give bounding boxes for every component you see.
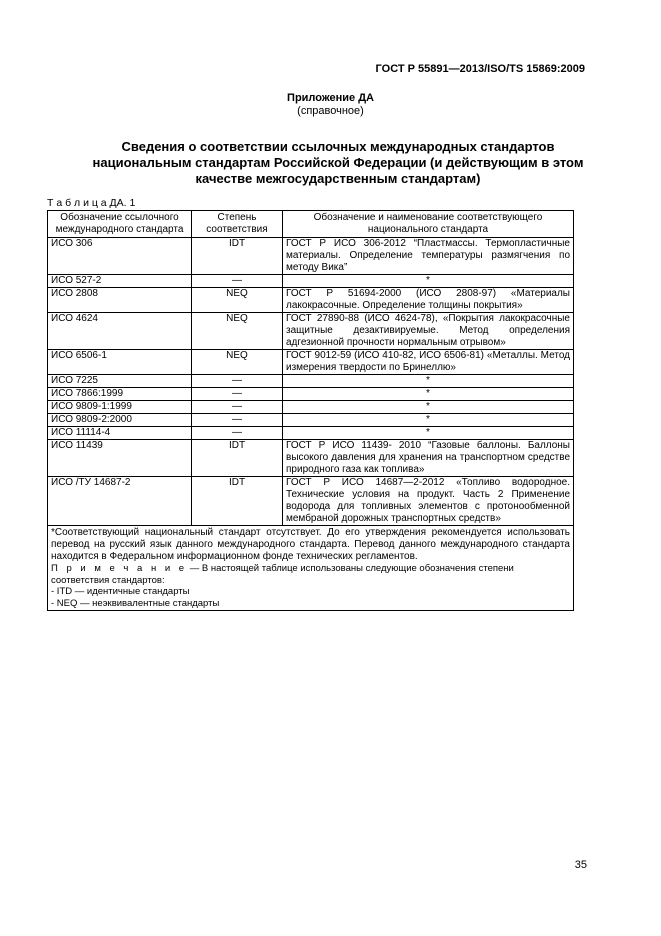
cell-degree: NEQ <box>192 313 283 350</box>
table-row <box>48 313 574 350</box>
cell-degree: — <box>192 275 283 288</box>
cell-code: ИСО 11114-4 <box>48 427 192 440</box>
cell-name: ГОСТ 9012-59 (ИСО 410-82, ИСО 6506-81) «Металлы. Метод измерения твердости по Бринеллю» <box>283 350 574 375</box>
cell-degree: — <box>192 388 283 401</box>
cell-name: ГОСТ 27890-88 (ИСО 4624-78), «Покрытия лакокрасочные защитные дезактивируемые. Метод определения адгезионной прочности нормальным отрывом» <box>283 313 574 350</box>
cell-code: ИСО 2808 <box>48 288 192 313</box>
cell-code: ИСО 6506-1 <box>48 350 192 375</box>
cell-degree: NEQ <box>192 350 283 375</box>
header-code: Обозначение ссылочного международного стандарта <box>48 211 192 238</box>
appendix-subtitle: (справочное) <box>297 105 364 117</box>
note-text: — В настоящей таблице использованы следующие обозначения степени соответствия стандартов: <box>51 563 514 586</box>
table-row <box>48 350 574 375</box>
cell-name: * <box>283 401 574 414</box>
cell-degree: IDT <box>192 477 283 526</box>
note-line <box>51 563 570 586</box>
cell-degree: — <box>192 375 283 388</box>
cell-name: ГОСТ Р 51694-2000 (ИСО 2808-97) «Материалы лакокрасочные. Определение толщины покрытия» <box>283 288 574 313</box>
cell-code: ИСО 9809-1:1999 <box>48 401 192 414</box>
note-item: - ITD — идентичные стандарты <box>51 586 190 597</box>
table-row <box>48 427 574 440</box>
table-row <box>48 414 574 427</box>
table-footnote <box>48 526 574 611</box>
document-title-line: национальным стандартам Российской Федерации (и действующим в этом <box>92 155 584 170</box>
document-title-line: Сведения о соответствии ссылочных международных стандартов <box>121 139 555 154</box>
cell-code: ИСО 527-2 <box>48 275 192 288</box>
document-title <box>45 139 631 187</box>
document-title-line: качестве межгосударственным стандартам) <box>195 171 481 186</box>
cell-code: ИСО 4624 <box>48 313 192 350</box>
cell-code: ИСО 9809-2:2000 <box>48 414 192 427</box>
cell-name: * <box>283 427 574 440</box>
cell-degree: IDT <box>192 440 283 477</box>
cell-code: ИСО 7225 <box>48 375 192 388</box>
cell-degree: NEQ <box>192 288 283 313</box>
table-row <box>48 275 574 288</box>
table-row <box>48 288 574 313</box>
table-row <box>48 401 574 414</box>
table-caption: Т а б л и ц а ДА. 1 <box>47 197 136 209</box>
footnote-text: *Соответствующий национальный стандарт отсутствует. До его утверждения рекомендуется использовать перевод на русский язык данного международного стандарта. Перевод данного международного стандарта находится в Федеральном информационном фонде технических регламентов. <box>51 527 570 562</box>
cell-degree: — <box>192 414 283 427</box>
appendix-title: Приложение ДА <box>287 92 374 104</box>
cell-degree: IDT <box>192 238 283 275</box>
table-row <box>48 388 574 401</box>
cell-name: ГОСТ Р ИСО 306-2012 “Пластмассы. Термопластичные материалы. Определение температуры размягчения по методу Вика” <box>283 238 574 275</box>
header-name: Обозначение и наименование соответствующего национального стандарта <box>283 211 574 238</box>
document-standard-code: ГОСТ Р 55891—2013/ISO/TS 15869:2009 <box>375 63 585 75</box>
cell-degree: — <box>192 427 283 440</box>
table-row <box>48 238 574 275</box>
cell-code: ИСО 306 <box>48 238 192 275</box>
table-row <box>48 477 574 526</box>
header-degree: Степень соответствия <box>192 211 283 238</box>
cell-name: * <box>283 414 574 427</box>
cell-code: ИСО 11439 <box>48 440 192 477</box>
table-row <box>48 440 574 477</box>
cell-degree: — <box>192 401 283 414</box>
cell-name: ГОСТ Р ИСО 11439- 2010 “Газовые баллоны. Баллоны высокого давления для хранения на транспортном средстве природного газа как топлива» <box>283 440 574 477</box>
cell-name: * <box>283 388 574 401</box>
note-item: - NEQ — неэквивалентные стандарты <box>51 597 220 609</box>
cell-code: ИСО 7866:1999 <box>48 388 192 401</box>
cell-name: ГОСТ Р ИСО 14687—2-2012 «Топливо водородное. Технические условия на продукт. Часть 2 Применение водорода для топливных элементов с протонообменной мембраной дорожных транспортных средств» <box>283 477 574 526</box>
table-row <box>48 375 574 388</box>
standards-correspondence-table <box>47 210 574 611</box>
cell-code: ИСО /ТУ 14687-2 <box>48 477 192 526</box>
table-footnote-row <box>48 526 574 611</box>
note-label: П р и м е ч а н и е <box>51 563 188 574</box>
cell-name: * <box>283 375 574 388</box>
cell-name: * <box>283 275 574 288</box>
page-number: 35 <box>574 859 587 871</box>
table-header-row <box>48 211 574 238</box>
